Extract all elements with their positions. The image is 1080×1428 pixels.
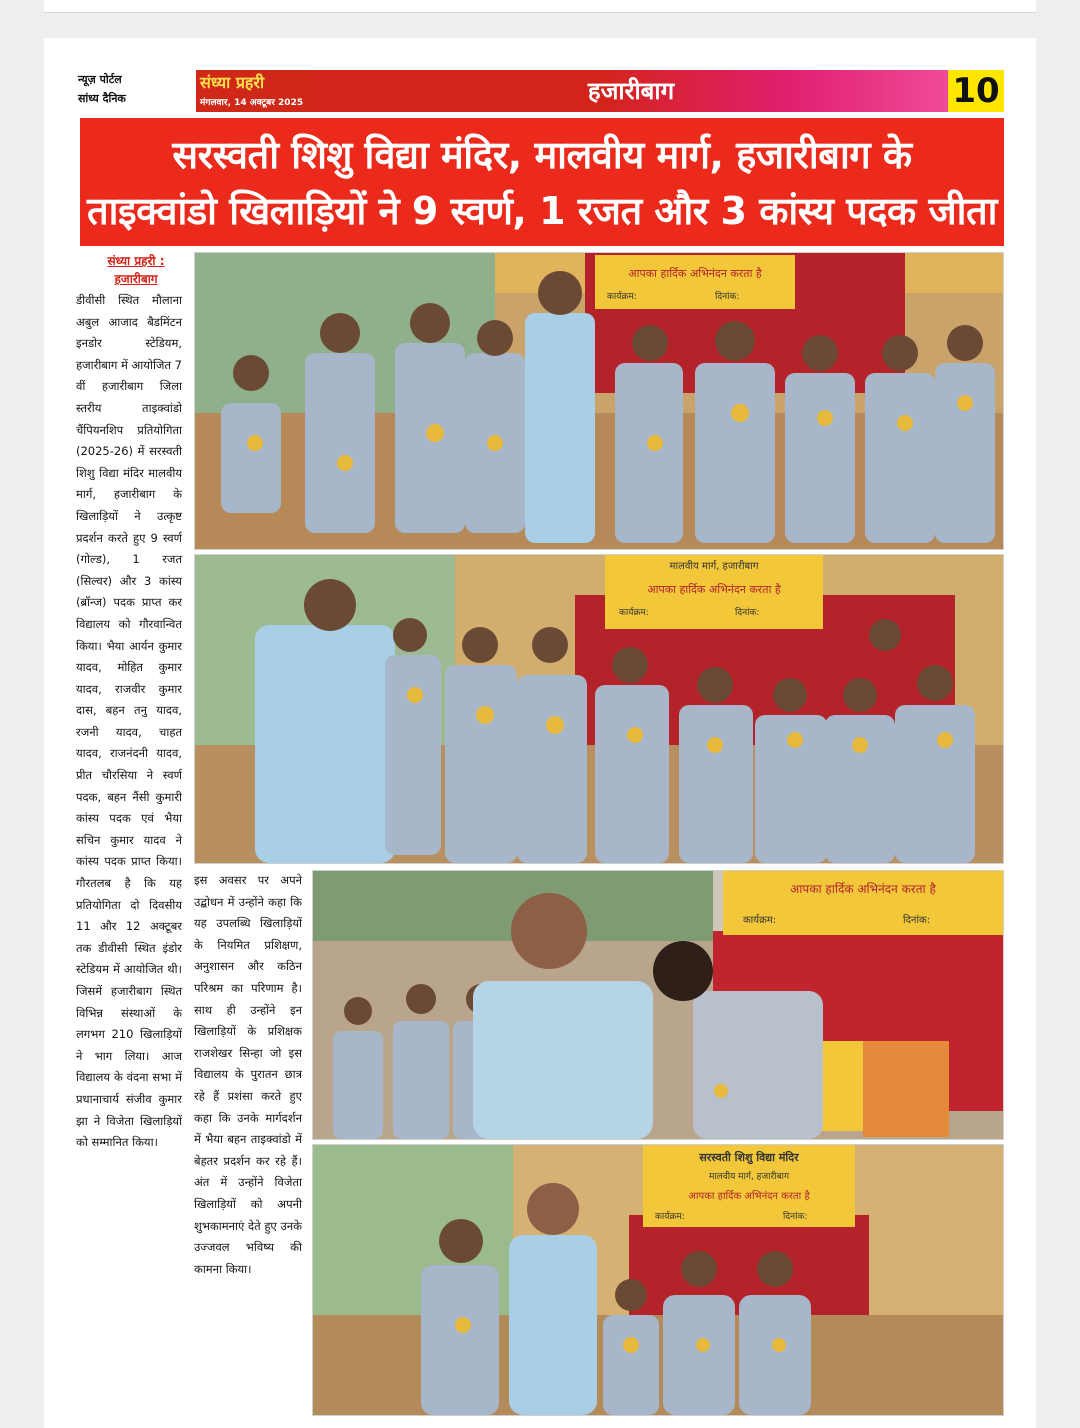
banner-welcome-text: आपका हार्दिक अभिनंदन करता है (790, 882, 936, 896)
banner-program-label: कार्यक्रम: (619, 608, 649, 618)
article-column-2: इस अवसर पर अपने उद्बोधन में उन्होंने कहा कि यह उपलब्धि खिलाड़ियों के नियमित प्रशिक्षण, अनुशासन और कठिन परिश्रम का परिणाम है। साथ ही उन्होंने इन खिलाड़ियों के प्रशिक्षक राजशेखर सिन्हा जो इस विद्यालय के पुरातन छात्र रहे हैं प्रशंसा करते हुए कहा कि उनके मार्गदर्शन में भैया बहन ताइक्वांडो में बेहतर प्रदर्शन कर रहे हैं। अंत में उन्होंने विजेता खिलाड़ियों को अपनी शुभकामनाएं देते हुए उनके उज्जवल भविष्य की कामना किया। (194, 873, 302, 1276)
masthead-bar (76, 70, 1004, 112)
masthead-tagline (76, 70, 198, 112)
banner-program-label: कार्यक्रम: (743, 915, 777, 926)
banner-date-label: दिनांक: (783, 1212, 808, 1222)
banner-program-label: कार्यक्रम: (607, 292, 637, 302)
banner-date-label: दिनांक: (735, 608, 760, 618)
banner-address-text: मालवीय मार्ग, हजारीबाग (708, 1172, 790, 1182)
banner-welcome-text: आपका हार्दिक अभिनंदन करता है (647, 583, 781, 596)
banner-program-label: कार्यक्रम: (655, 1212, 685, 1222)
banner-welcome-text: आपका हार्दिक अभिनंदन करता है (628, 267, 762, 280)
headline-line-1: सरस्वती शिशु विद्या मंदिर, मालवीय मार्ग, हजारीबाग के (172, 133, 912, 177)
brand-block (196, 70, 314, 112)
top-strip (44, 0, 1036, 13)
banner-date-label: दिनांक: (715, 292, 740, 302)
headline-line-2: ताइक्वांडो खिलाड़ियों ने 9 स्वर्ण, 1 रजत और 3 कांस्य पदक जीता (86, 189, 997, 233)
tagline-line-1: न्यूज़ पोर्टल (78, 73, 122, 86)
brand-name: संध्या प्रहरी (200, 73, 265, 92)
photo-group-medal-winners-1 (194, 252, 1004, 550)
photo-principal-with-students (312, 1144, 1004, 1416)
banner-school-name: सरस्वती शिशु विद्या मंदिर (699, 1151, 799, 1164)
section-title: हजारीबाग (314, 70, 948, 112)
photo-group-medal-winners-2 (194, 554, 1004, 864)
banner-welcome-text: आपका हार्दिक अभिनंदन करता है (688, 1191, 810, 1202)
headline-block (80, 118, 1004, 246)
byline-location: हजारीबाग (114, 272, 158, 286)
tagline-line-2: सांध्य दैनिक (78, 92, 126, 105)
banner-address-text: मालवीय मार्ग, हजारीबाग (669, 561, 759, 572)
issue-date: मंगलवार, 14 अक्टूबर 2025 (200, 98, 304, 108)
banner-date-label: दिनांक: (903, 915, 931, 926)
article-column-1: डीवीसी स्थित मौलाना अबुल आजाद बैडमिंटन इनडोर स्टेडियम, हजारीबाग में आयोजित 7 वीं हजारीबाग जिला स्तरीय ताइक्वांडो चैंपियनशिप प्रतियोगिता (2025-26) में सरस्वती शिशु विद्या मंदिर मालवीय मार्ग, हजारीबाग के खिलाड़ियों ने उत्कृष्ट प्रदर्शन करते हुए 9 स्वर्ण (गोल्ड), 1 रजत (सिल्वर) और 3 कांस्य (ब्रॉन्ज) पदक प्राप्त कर विद्यालय को गौरवान्वित किया। भैया आर्यन कुमार यादव, मोहित कुमार यादव, राजवीर कुमार दास, बहन तनु यादव, रजनी यादव, चाहत यादव, राजनंदनी यादव, प्रीत चौरसिया ने स्वर्ण पदक, बहन नैंसी कुमारी कांस्य पदक एवं भैया सचिन कुमार यादव ने कांस्य पदक प्राप्त किया। गौरतलब है कि यह प्रतियोगिता दो दिवसीय 11 और 12 अक्टूबर तक डीवीसी स्थित इंडोर स्टेडियम में आयोजित थी। जिसमें हजारीबाग स्थित विभिन्न संस्थाओं के लगभग 210 खिलाड़ियों ने भाग लिया। आज विद्यालय के वंदना सभा में प्रधानाचार्य संजीव कुमार झा ने विजेता खिलाड़ियों को सम्मानित किया। (76, 293, 182, 1150)
byline-source: संध्या प्रहरी : (107, 254, 165, 268)
newspaper-page (44, 38, 1036, 1428)
page-number: 10 (948, 70, 1004, 112)
byline (86, 252, 186, 288)
photo-medal-ceremony (312, 870, 1004, 1140)
